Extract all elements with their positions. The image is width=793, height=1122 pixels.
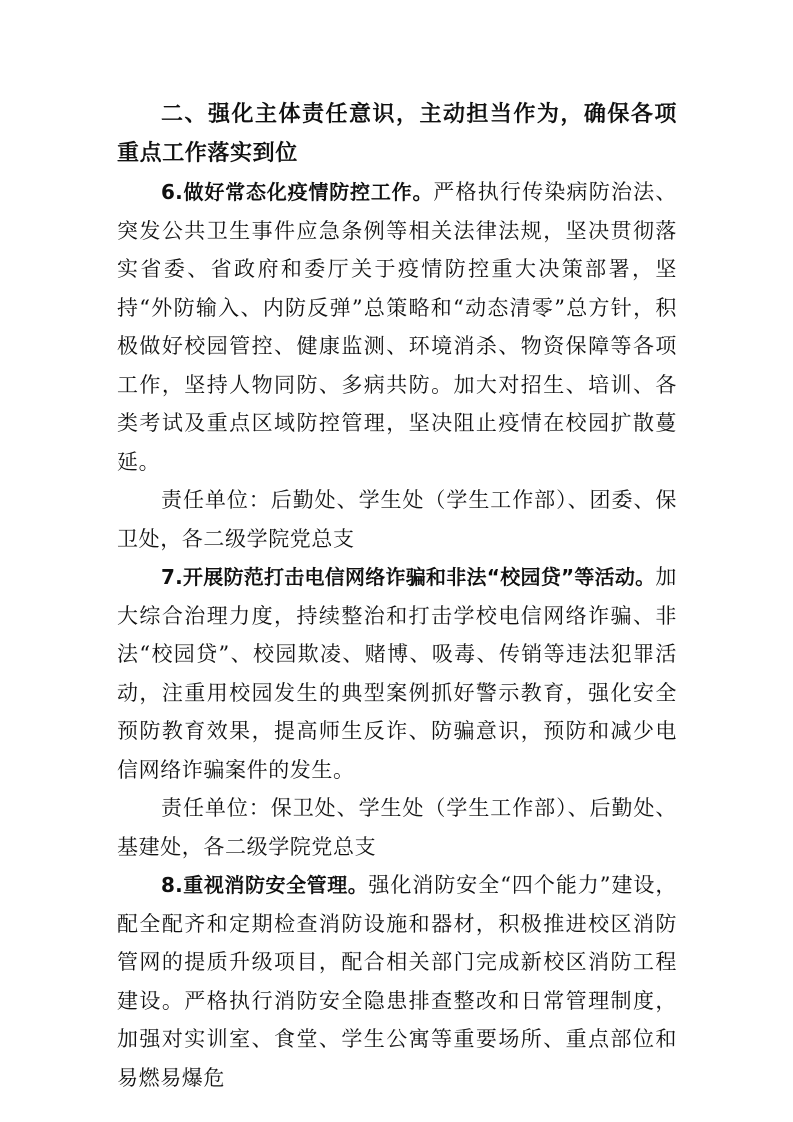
item-7-body: 加大综合治理力度，持续整治和打击学校电信网络诈骗、非法“校园贷”、校园欺凌、赌博、吸毒、传销等违法犯罪活动，注重用校园发生的典型案例抓好警示教育，强化安全预防教育效果，提高师生反诈、防骗意识，预防和减少电信网络诈骗案件的发生。 bbox=[117, 565, 677, 782]
section-heading: 二、强化主体责任意识，主动担当作为，确保各项重点工作落实到位 bbox=[117, 102, 677, 166]
item-6-responsibility: 责任单位：后勤处、学生处（学生工作部）、团委、保卫处，各二级学院党总支 bbox=[117, 488, 677, 551]
item-8-paragraph bbox=[117, 866, 677, 1097]
item-7-lead: 7.开展防范打击电信网络诈骗和非法“校园贷”等活动。 bbox=[161, 565, 656, 589]
item-8-lead: 8.重视消防安全管理。 bbox=[161, 873, 369, 897]
item-6-body: 严格执行传染病防治法、突发公共卫生事件应急条例等相关法律法规，坚决贯彻落实省委、省政府和委厅关于疫情防控重大决策部署，坚持“外防输入、内防反弹”总策略和“动态清零”总方针，积极做好校园管控、健康监测、环境消杀、物资保障等各项工作，坚持人物同防、多病共防。加大对招生、培训、各类考试及重点区域防控管理，坚决阻止疫情在校园扩散蔓延。 bbox=[117, 180, 677, 474]
item-6-paragraph bbox=[117, 173, 677, 481]
item-8-body: 强化消防安全“四个能力”建设，配全配齐和定期检查消防设施和器材，积极推进校区消防管网的提质升级项目，配合相关部门完成新校区消防工程建设。严格执行消防安全隐患排查整改和日常管理制度，加强对实训室、食堂、学生公寓等重要场所、重点部位和易燃易爆危 bbox=[117, 873, 677, 1090]
item-6-lead: 6.做好常态化疫情防控工作。 bbox=[161, 180, 434, 204]
document-page bbox=[117, 96, 677, 1097]
item-7-paragraph bbox=[117, 558, 677, 789]
item-7-responsibility: 责任单位：保卫处、学生处（学生工作部）、后勤处、基建处，各二级学院党总支 bbox=[117, 796, 677, 859]
